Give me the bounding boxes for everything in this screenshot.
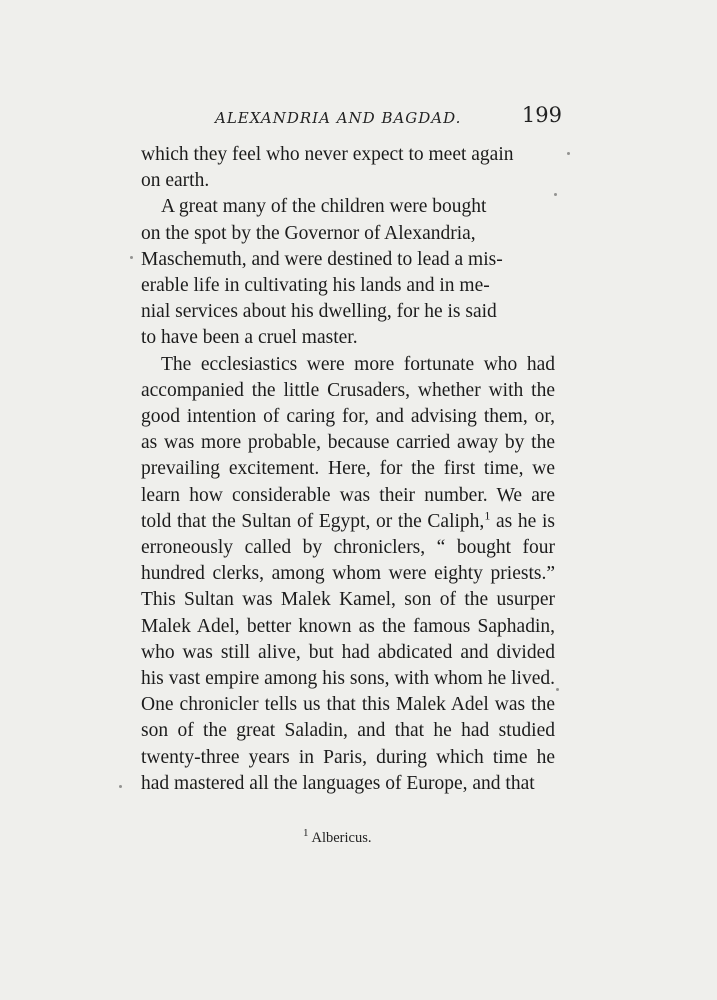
text-line: A great many of the children were bought	[161, 196, 487, 218]
text-line: on the spot by the Governor of Alexandria,	[141, 222, 476, 244]
paper-speck	[567, 152, 570, 155]
text-line: Maschemuth, and were destined to lead a mis-	[141, 248, 503, 270]
page-number: 199	[521, 103, 562, 127]
body-text	[141, 142, 555, 797]
text-line: which they feel who never expect to meet again	[141, 144, 514, 165]
paragraph-text: The ecclesiastics were more fortunate who had accompanied the little Crusaders, whether with the good intention of caring for, and advising them, or, as was more probable, because carried away by the prevailing excitement. Here, for the first time, we learn how considerable was their number. We are told that the Sultan of Egypt, or the Caliph,	[141, 353, 555, 532]
paragraph-text: as he is erroneously called by chroniclers, “ bought four hundred clerks, among whom were eighty priests.” This Sultan was Malek Kamel, son of the usurper Malek Adel, better known as the famous Saphadin, who was still alive, but had abdicated and divided his vast empire among his sons, with whom he lived. One chronicler tells us that this Malek Adel was the son of the great Saladin, and that he had studied twenty-three years in Paris, during which time he had mastered all the languages of Europe, and that	[141, 510, 556, 794]
paper-speck	[130, 256, 133, 259]
footnote-reference: 1	[484, 508, 491, 523]
text-line: to have been a cruel master.	[141, 327, 358, 349]
text-line: nial services about his dwelling, for he is said	[141, 301, 497, 323]
footnote-text: Albericus.	[311, 830, 372, 846]
footnote	[303, 827, 372, 847]
paper-speck	[556, 688, 559, 691]
running-head	[215, 103, 562, 136]
running-title: ALEXANDRIA AND BAGDAD.	[215, 109, 462, 127]
paragraph-continued	[141, 142, 555, 194]
paragraph-ecclesiastics	[141, 352, 555, 797]
paper-speck	[554, 193, 557, 196]
paper-speck	[119, 785, 122, 788]
footnote-marker: 1	[303, 827, 309, 840]
paragraph-children-sold	[141, 194, 555, 351]
text-line: erable life in cultivating his lands and in me-	[141, 275, 490, 297]
text-line: on earth.	[141, 170, 210, 192]
